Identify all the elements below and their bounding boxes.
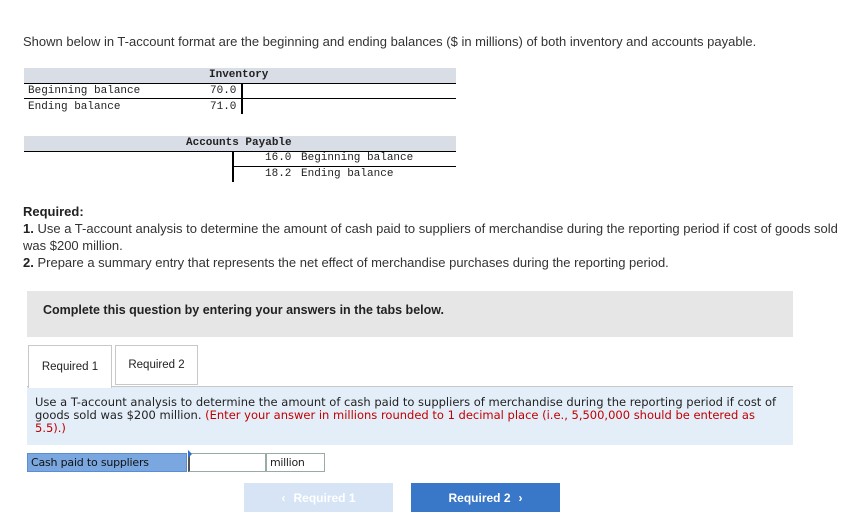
- ap-beginning-value: 16.0: [265, 152, 292, 164]
- tab-required-1[interactable]: [28, 345, 112, 388]
- intro-text: Shown below in T-account format are the beginning and ending balances ($ in millions) of both inventory and accounts payable.: [23, 34, 757, 49]
- next-required-button[interactable]: [411, 483, 560, 512]
- required-item-2: [23, 254, 848, 271]
- required-heading: Required:: [23, 204, 84, 219]
- ap-account-header: [24, 136, 456, 151]
- inventory-mid-rule: [24, 98, 456, 99]
- required-item-1-number: 1.: [23, 221, 34, 236]
- cash-paid-label: Cash paid to suppliers: [27, 453, 187, 472]
- ap-mid-rule: [232, 166, 456, 167]
- cash-paid-input[interactable]: [188, 453, 266, 472]
- instruction-text: Use a T-account analysis to determine the amount of cash paid to suppliers of merchandise during the reporting period if cost of goods sold was $200 million.: [35, 395, 777, 422]
- required-item-1: [23, 220, 848, 254]
- complete-prompt-box: [27, 291, 793, 337]
- chevron-right-icon: ›: [518, 490, 523, 505]
- required-item-1-text: Use a T-account analysis to determine the amount of cash paid to suppliers of merchandise during the reporting period if cost of goods sold was $200 million.: [23, 221, 838, 253]
- tab-required-1-label: Required 1: [41, 361, 99, 373]
- input-focus-marker-icon: [188, 450, 192, 458]
- ap-ending-label: Ending balance: [301, 168, 394, 180]
- unit-label: million: [266, 453, 325, 472]
- inventory-ending-value: 71.0: [210, 101, 237, 113]
- inventory-beginning-value: 70.0: [210, 85, 237, 97]
- inventory-beginning-label: Beginning balance: [28, 85, 141, 97]
- complete-prompt-text: Complete this question by entering your answers in the tabs below.: [43, 303, 444, 317]
- inventory-account-title: Inventory: [209, 69, 269, 81]
- instruction-paragraph: [35, 396, 785, 435]
- prev-required-label: Required 1: [293, 490, 356, 505]
- inventory-ending-label: Ending balance: [28, 101, 121, 113]
- inventory-top-rule: [24, 83, 456, 84]
- required-item-2-number: 2.: [23, 255, 34, 270]
- chevron-left-icon: ‹: [281, 490, 286, 505]
- prev-required-button[interactable]: [244, 483, 393, 512]
- tab-required-2-label: Required 2: [128, 359, 185, 371]
- tab-required-2[interactable]: [115, 345, 198, 385]
- next-required-label: Required 2: [448, 490, 511, 505]
- required-list: [23, 220, 848, 271]
- ap-ending-value: 18.2: [265, 168, 292, 180]
- inventory-account-header: [24, 68, 456, 83]
- ap-beginning-label: Beginning balance: [301, 152, 414, 164]
- instruction-box: [27, 387, 793, 445]
- instruction-note: (Enter your answer in millions rounded to 1 decimal place (i.e., 5,500,000 should be entered as 5.5).): [35, 408, 755, 435]
- ap-account-title: Accounts Payable: [186, 137, 292, 149]
- required-item-2-text: Prepare a summary entry that represents the net effect of merchandise purchases during the reporting period.: [37, 255, 669, 270]
